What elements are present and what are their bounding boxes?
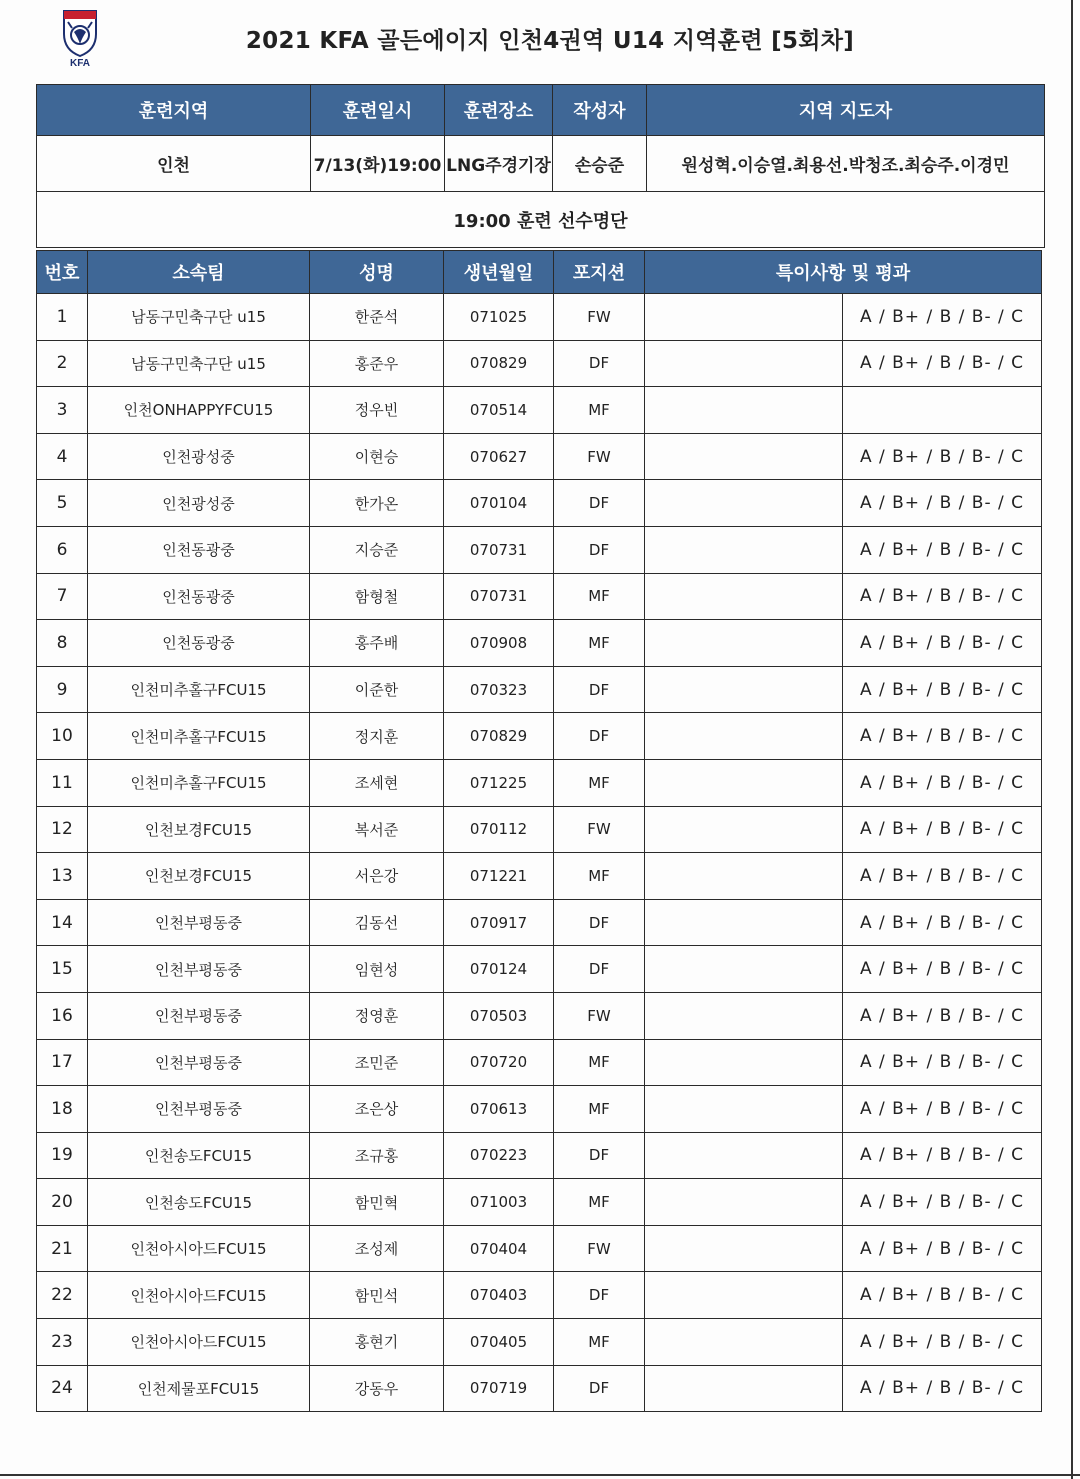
player-name: 조은상: [310, 1086, 444, 1133]
player-name: 임현성: [310, 946, 444, 993]
table-row: [37, 1179, 1042, 1226]
player-notes[interactable]: [645, 1365, 843, 1412]
table-row: [37, 759, 1042, 806]
table-row: [37, 433, 1042, 480]
player-name: 조세현: [310, 759, 444, 806]
roster-header-number: 번호: [37, 251, 88, 294]
document-title: 2021 KFA 골든에이지 인천4권역 U14 지역훈련 [5회차]: [245, 28, 855, 54]
player-number: 11: [37, 759, 88, 806]
player-team: 남동구민축구단 u15: [88, 294, 310, 341]
player-team: 인천부평동중: [88, 1039, 310, 1086]
player-name: 조성제: [310, 1225, 444, 1272]
player-position: DF: [554, 899, 645, 946]
player-grade-options: A / B+ / B / B- / C: [843, 1319, 1042, 1366]
player-name: 강동우: [310, 1365, 444, 1412]
player-notes[interactable]: [645, 899, 843, 946]
player-birthdate: 071225: [444, 759, 554, 806]
player-position: DF: [554, 946, 645, 993]
info-header-datetime: 훈련일시: [311, 85, 445, 136]
player-birthdate: 070323: [444, 666, 554, 713]
player-position: DF: [554, 526, 645, 573]
player-grade-options: A / B+ / B / B- / C: [843, 1086, 1042, 1133]
player-position: MF: [554, 1039, 645, 1086]
player-team: 인천제물포FCU15: [88, 1365, 310, 1412]
player-notes[interactable]: [645, 759, 843, 806]
table-row: [37, 1319, 1042, 1366]
player-name: 조민준: [310, 1039, 444, 1086]
player-grade-options: A / B+ / B / B- / C: [843, 433, 1042, 480]
player-grade-options: A / B+ / B / B- / C: [843, 853, 1042, 900]
player-grade-options: A / B+ / B / B- / C: [843, 1272, 1042, 1319]
info-header-row: [37, 85, 1045, 136]
player-number: 7: [37, 573, 88, 620]
player-position: MF: [554, 853, 645, 900]
player-grade-options: A / B+ / B / B- / C: [843, 713, 1042, 760]
player-birthdate: 071221: [444, 853, 554, 900]
player-name: 정우빈: [310, 387, 444, 434]
player-name: 서은강: [310, 853, 444, 900]
player-name: 김동선: [310, 899, 444, 946]
info-venue: LNG주경기장: [445, 136, 553, 192]
player-team: 인천미추홀구FCU15: [88, 713, 310, 760]
player-number: 18: [37, 1086, 88, 1133]
player-grade-options: A / B+ / B / B- / C: [843, 899, 1042, 946]
player-team: 인천동광중: [88, 573, 310, 620]
player-grade-options: A / B+ / B / B- / C: [843, 806, 1042, 853]
training-info-table: [36, 84, 1045, 248]
roster-header-evaluation: 특이사항 및 평과: [645, 251, 1042, 294]
player-birthdate: 070503: [444, 992, 554, 1039]
player-name: 조규홍: [310, 1132, 444, 1179]
table-row: [37, 713, 1042, 760]
roster-header-birthdate: 생년월일: [444, 251, 554, 294]
player-name: 지승준: [310, 526, 444, 573]
player-number: 3: [37, 387, 88, 434]
table-row: [37, 1086, 1042, 1133]
player-birthdate: 070403: [444, 1272, 554, 1319]
player-team: 인천광성중: [88, 480, 310, 527]
table-row: [37, 853, 1042, 900]
player-birthdate: 071025: [444, 294, 554, 341]
player-grade-options: A / B+ / B / B- / C: [843, 620, 1042, 667]
player-number: 1: [37, 294, 88, 341]
info-region: 인천: [37, 136, 311, 192]
player-position: MF: [554, 759, 645, 806]
player-number: 21: [37, 1225, 88, 1272]
player-team: 인천미추홀구FCU15: [88, 666, 310, 713]
player-position: MF: [554, 1086, 645, 1133]
player-birthdate: 070917: [444, 899, 554, 946]
info-header-coaches: 지역 지도자: [647, 85, 1045, 136]
player-notes[interactable]: [645, 387, 843, 434]
player-team: 인천송도FCU15: [88, 1179, 310, 1226]
player-team: 인천부평동중: [88, 992, 310, 1039]
player-number: 16: [37, 992, 88, 1039]
player-number: 12: [37, 806, 88, 853]
table-row: [37, 526, 1042, 573]
player-team: 인천아시아드FCU15: [88, 1225, 310, 1272]
player-team: 남동구민축구단 u15: [88, 340, 310, 387]
player-birthdate: 070405: [444, 1319, 554, 1366]
player-team: 인천송도FCU15: [88, 1132, 310, 1179]
player-position: FW: [554, 294, 645, 341]
player-team: 인천아시아드FCU15: [88, 1272, 310, 1319]
table-row: [37, 1225, 1042, 1272]
player-position: DF: [554, 1365, 645, 1412]
table-row: [37, 899, 1042, 946]
table-row: [37, 480, 1042, 527]
player-notes[interactable]: [645, 806, 843, 853]
player-grade-options: A / B+ / B / B- / C: [843, 1365, 1042, 1412]
player-team: 인천미추홀구FCU15: [88, 759, 310, 806]
table-row: [37, 806, 1042, 853]
player-position: DF: [554, 340, 645, 387]
player-position: MF: [554, 1179, 645, 1226]
player-roster-table: [36, 250, 1042, 1412]
player-birthdate: 071003: [444, 1179, 554, 1226]
player-number: 19: [37, 1132, 88, 1179]
player-team: 인천보경FCU15: [88, 853, 310, 900]
player-grade-options: A / B+ / B / B- / C: [843, 480, 1042, 527]
kfa-emblem-icon: [60, 8, 100, 58]
player-notes[interactable]: [645, 713, 843, 760]
table-row: [37, 387, 1042, 434]
player-position: MF: [554, 387, 645, 434]
player-birthdate: 070124: [444, 946, 554, 993]
player-number: 6: [37, 526, 88, 573]
player-notes[interactable]: [645, 294, 843, 341]
player-position: DF: [554, 713, 645, 760]
table-row: [37, 620, 1042, 667]
player-team: 인천부평동중: [88, 899, 310, 946]
roster-header-name: 성명: [310, 251, 444, 294]
player-position: MF: [554, 620, 645, 667]
player-notes[interactable]: [645, 666, 843, 713]
player-birthdate: 070908: [444, 620, 554, 667]
player-name: 홍현기: [310, 1319, 444, 1366]
roster-header-position: 포지션: [554, 251, 645, 294]
player-birthdate: 070627: [444, 433, 554, 480]
page-border-bottom: [0, 1474, 1080, 1476]
player-number: 20: [37, 1179, 88, 1226]
player-number: 23: [37, 1319, 88, 1366]
player-grade-options: A / B+ / B / B- / C: [843, 1039, 1042, 1086]
player-notes[interactable]: [645, 1319, 843, 1366]
player-name: 홍주배: [310, 620, 444, 667]
player-position: MF: [554, 573, 645, 620]
player-notes[interactable]: [645, 573, 843, 620]
player-grade-options: A / B+ / B / B- / C: [843, 294, 1042, 341]
player-position: DF: [554, 1272, 645, 1319]
kfa-logo-text: KFA: [70, 58, 90, 69]
player-notes[interactable]: [645, 433, 843, 480]
table-row: [37, 340, 1042, 387]
player-team: 인천부평동중: [88, 946, 310, 993]
player-grade-options: A / B+ / B / B- / C: [843, 1132, 1042, 1179]
player-number: 24: [37, 1365, 88, 1412]
player-number: 22: [37, 1272, 88, 1319]
table-row: [37, 946, 1042, 993]
info-author: 손승준: [553, 136, 647, 192]
player-position: FW: [554, 992, 645, 1039]
player-birthdate: 070829: [444, 713, 554, 760]
player-notes[interactable]: [645, 526, 843, 573]
player-position: DF: [554, 666, 645, 713]
kfa-logo: [60, 8, 100, 72]
player-grade-options: A / B+ / B / B- / C: [843, 1179, 1042, 1226]
player-notes[interactable]: [645, 620, 843, 667]
player-team: 인천아시아드FCU15: [88, 1319, 310, 1366]
player-name: 이준한: [310, 666, 444, 713]
player-number: 14: [37, 899, 88, 946]
player-notes[interactable]: [645, 340, 843, 387]
player-position: DF: [554, 1132, 645, 1179]
player-name: 함민혁: [310, 1179, 444, 1226]
player-team: 인천보경FCU15: [88, 806, 310, 853]
player-team: 인천부평동중: [88, 1086, 310, 1133]
player-birthdate: 070731: [444, 526, 554, 573]
player-notes[interactable]: [645, 1039, 843, 1086]
player-number: 8: [37, 620, 88, 667]
player-grade-options: A / B+ / B / B- / C: [843, 946, 1042, 993]
player-name: 홍준우: [310, 340, 444, 387]
player-number: 4: [37, 433, 88, 480]
player-number: 15: [37, 946, 88, 993]
player-number: 10: [37, 713, 88, 760]
roster-header-row: [37, 251, 1042, 294]
player-notes[interactable]: [645, 1086, 843, 1133]
player-name: 함민석: [310, 1272, 444, 1319]
player-name: 정영훈: [310, 992, 444, 1039]
player-team: 인천ONHAPPYFCU15: [88, 387, 310, 434]
player-grade-options: A / B+ / B / B- / C: [843, 573, 1042, 620]
table-row: [37, 1365, 1042, 1412]
player-team: 인천광성중: [88, 433, 310, 480]
page-border-right: [1071, 0, 1073, 1479]
player-notes[interactable]: [645, 1179, 843, 1226]
player-grade-options: [843, 387, 1042, 434]
roster-header-team: 소속팀: [88, 251, 310, 294]
player-grade-options: A / B+ / B / B- / C: [843, 666, 1042, 713]
player-team: 인천동광중: [88, 620, 310, 667]
player-name: 한가온: [310, 480, 444, 527]
player-birthdate: 070112: [444, 806, 554, 853]
player-name: 한준석: [310, 294, 444, 341]
player-birthdate: 070720: [444, 1039, 554, 1086]
player-position: FW: [554, 433, 645, 480]
player-notes[interactable]: [645, 1272, 843, 1319]
info-header-region: 훈련지역: [37, 85, 311, 136]
table-row: [37, 1039, 1042, 1086]
player-notes[interactable]: [645, 1225, 843, 1272]
player-notes[interactable]: [645, 946, 843, 993]
player-birthdate: 070719: [444, 1365, 554, 1412]
player-name: 정지훈: [310, 713, 444, 760]
info-header-author: 작성자: [553, 85, 647, 136]
player-grade-options: A / B+ / B / B- / C: [843, 992, 1042, 1039]
player-grade-options: A / B+ / B / B- / C: [843, 340, 1042, 387]
table-row: [37, 992, 1042, 1039]
player-number: 5: [37, 480, 88, 527]
player-position: FW: [554, 1225, 645, 1272]
info-header-venue: 훈련장소: [445, 85, 553, 136]
player-name: 복서준: [310, 806, 444, 853]
player-birthdate: 070514: [444, 387, 554, 434]
player-number: 13: [37, 853, 88, 900]
session-title-row: [37, 192, 1045, 248]
player-grade-options: A / B+ / B / B- / C: [843, 1225, 1042, 1272]
player-notes[interactable]: [645, 853, 843, 900]
info-datetime: 7/13(화)19:00: [311, 136, 445, 192]
info-coaches: 원성혁.이승열.최용선.박청조.최승주.이경민: [647, 136, 1045, 192]
table-row: [37, 666, 1042, 713]
player-notes[interactable]: [645, 1132, 843, 1179]
player-birthdate: 070104: [444, 480, 554, 527]
player-birthdate: 070404: [444, 1225, 554, 1272]
player-name: 이현승: [310, 433, 444, 480]
player-birthdate: 070223: [444, 1132, 554, 1179]
player-position: FW: [554, 806, 645, 853]
table-row: [37, 294, 1042, 341]
table-row: [37, 1272, 1042, 1319]
player-grade-options: A / B+ / B / B- / C: [843, 526, 1042, 573]
player-birthdate: 070829: [444, 340, 554, 387]
player-notes[interactable]: [645, 480, 843, 527]
player-birthdate: 070613: [444, 1086, 554, 1133]
player-position: MF: [554, 1319, 645, 1366]
table-row: [37, 1132, 1042, 1179]
player-notes[interactable]: [645, 992, 843, 1039]
player-number: 9: [37, 666, 88, 713]
player-number: 2: [37, 340, 88, 387]
table-row: [37, 573, 1042, 620]
roster-body: [37, 294, 1042, 1412]
info-values-row: [37, 136, 1045, 192]
player-team: 인천동광중: [88, 526, 310, 573]
player-number: 17: [37, 1039, 88, 1086]
player-grade-options: A / B+ / B / B- / C: [843, 759, 1042, 806]
player-name: 함형철: [310, 573, 444, 620]
player-birthdate: 070731: [444, 573, 554, 620]
session-title: 19:00 훈련 선수명단: [37, 192, 1045, 248]
player-position: DF: [554, 480, 645, 527]
